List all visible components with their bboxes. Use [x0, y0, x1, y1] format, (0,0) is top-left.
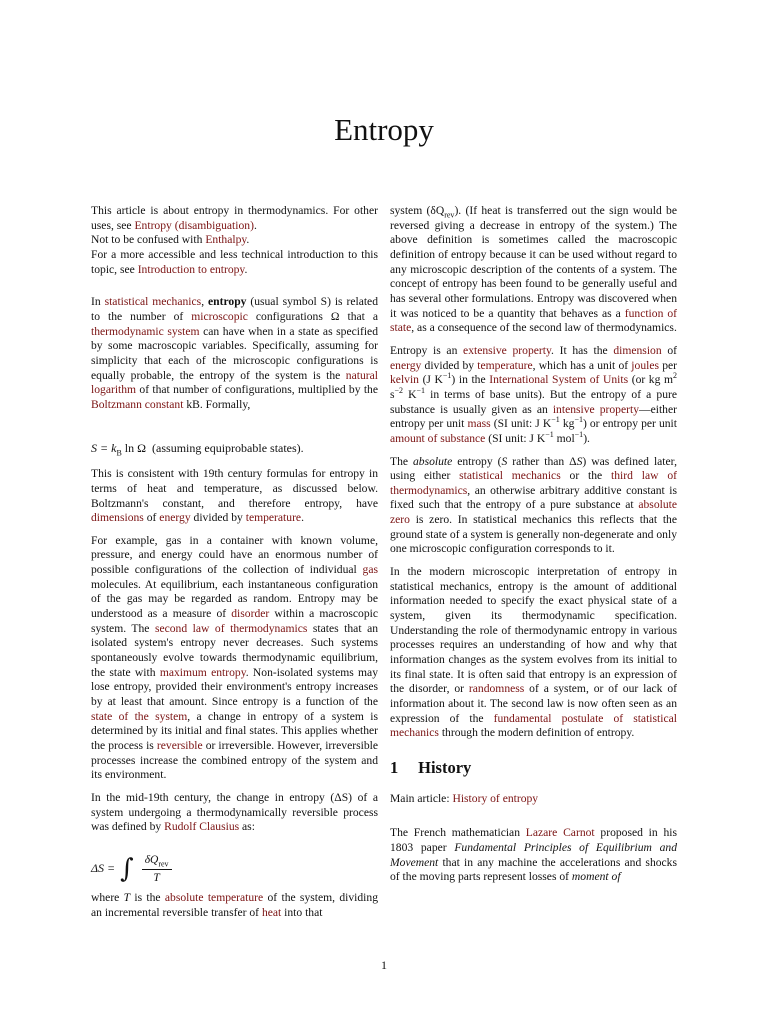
text: This is consistent with 19th century formulas for entropy in terms of heat and temperature, as discussed below. Boltzmann's constant, and therefore entropy, have	[91, 467, 378, 510]
text: ) was defined later, using either	[390, 454, 677, 483]
text: of	[661, 343, 677, 357]
spacer	[91, 421, 378, 441]
link-state-of-the-system[interactable]: state of the system	[91, 709, 188, 723]
text: as:	[239, 820, 255, 834]
left-column	[91, 204, 378, 929]
link-temperature[interactable]: temperature	[477, 358, 533, 372]
text: through the modern definition of entropy.	[438, 726, 635, 740]
text: entropy (	[452, 454, 502, 468]
main-article-note	[390, 792, 677, 807]
fraction-denominator	[142, 870, 172, 886]
text: in terms of base units). But the entropy of a pure substance is usually given as an	[390, 387, 677, 416]
text: (SI unit: J K	[490, 417, 552, 431]
link-temperature[interactable]: temperature	[245, 511, 302, 525]
link-mass[interactable]: mass	[467, 417, 491, 431]
superscript: −1	[574, 429, 584, 439]
text: configurations Ω that a	[247, 309, 378, 323]
link-thermodynamic-system[interactable]: thermodynamic system	[91, 324, 200, 338]
hatnote-line-3	[91, 248, 378, 277]
text: Main article:	[390, 791, 453, 805]
text: divided by	[190, 511, 246, 525]
text: or the	[560, 469, 612, 483]
section-heading-history	[390, 757, 677, 777]
text: In the mid-19th century, the change in entropy (ΔS) of a system undergoing a thermodynamically reversible process was defined by	[91, 790, 378, 834]
integral-sign: ∫	[120, 853, 134, 884]
superscript: −1	[574, 415, 583, 425]
equation-boltzmann	[91, 441, 378, 456]
book-title: Fundamental Principles of Equilibrium and Movement	[390, 840, 677, 869]
hatnote-text: .	[253, 218, 257, 232]
text: , as a consequence of the second law of thermodynamics.	[411, 321, 677, 335]
superscript: −2	[394, 386, 404, 396]
hatnote	[91, 204, 378, 277]
page-number: 1	[381, 958, 387, 972]
text: (SI unit: J K	[485, 431, 546, 445]
text: proposed in his 1803 paper	[390, 826, 677, 854]
text: ).	[583, 431, 590, 445]
text: . It has the	[551, 343, 614, 357]
text: is zero. In statistical mechanics this reflects that the ground state of a system is generally non-degenerate and only one microscopic configuration corresponds to it.	[390, 513, 677, 556]
text: (J K	[418, 373, 443, 387]
link-energy[interactable]: energy	[159, 511, 191, 525]
emphasis: absolute	[412, 454, 453, 468]
link-rudolf-clausius[interactable]: Rudolf Clausius	[164, 820, 240, 834]
link-international-system-of-units[interactable]: International System of Units	[489, 373, 629, 387]
link-absolute-temperature[interactable]: absolute temperature	[164, 891, 264, 905]
fraction	[142, 853, 172, 885]
hatnote-text: For a more accessible and less technical introduction to this topic, see	[91, 247, 378, 276]
text: mol	[553, 431, 575, 445]
link-history-of-entropy[interactable]: History of entropy	[452, 791, 539, 805]
link-function-of-state[interactable]: function of state	[390, 306, 677, 335]
link-fundamental-postulate[interactable]: fundamental postulate of statistical mechanics	[390, 711, 677, 740]
spacer	[91, 843, 378, 853]
fraction-numerator	[142, 853, 172, 870]
hatnote-text: .	[244, 262, 248, 276]
text: . Non-isolated systems may lose entropy, provided their environment's entropy increases by at least that amount. Since entropy is a function of the	[91, 665, 378, 709]
equation-lhs: S = k	[91, 440, 117, 455]
text: within a macroscopic system. The	[91, 607, 378, 635]
link-entropy-disambiguation[interactable]: Entropy (disambiguation)	[134, 218, 254, 232]
link-amount-of-substance[interactable]: amount of substance	[390, 431, 486, 445]
link-kelvin[interactable]: kelvin	[390, 373, 419, 387]
text: s	[390, 387, 395, 401]
text: (or kg m	[628, 373, 674, 387]
text: , which has a unit of	[532, 358, 632, 372]
link-statistical-mechanics[interactable]: statistical mechanics	[459, 469, 561, 483]
link-boltzmann-constant[interactable]: Boltzmann constant	[91, 397, 184, 411]
text: In	[91, 295, 105, 309]
text: molecules. At equilibrium, each instantaneous configuration of the gas may be regarded as random. Entropy may be understood as a measure of	[91, 577, 378, 621]
link-lazare-carnot[interactable]: Lazare Carnot	[525, 826, 595, 840]
text: where	[91, 891, 124, 905]
text: For example, gas in a container with known volume, pressure, and energy could have an enormous number of possible configurations of the collection of individual	[91, 533, 378, 577]
text: In the modern microscopic interpretation of entropy in statistical mechanics, entropy is the amount of additional information needed to specify the exact physical state of a system, given its thermodynamic specification. Understanding the role of thermodynamic entropy in various processes requires an understanding of how and why that information changes as the system evolves from its initial to its final state. It is often said that entropy is an expression of the disorder, or	[390, 565, 677, 696]
superscript: −1	[442, 371, 452, 381]
link-enthalpy[interactable]: Enthalpy	[205, 233, 247, 247]
paragraph-consistency	[91, 467, 378, 526]
text: K	[403, 387, 417, 401]
link-second-law-of-thermodynamics[interactable]: second law of thermodynamics	[154, 621, 308, 635]
text: divided by	[421, 358, 478, 372]
link-extensive-property[interactable]: extensive property	[463, 343, 552, 357]
text: ) or entropy per unit	[582, 417, 678, 431]
text: kB. Formally,	[183, 397, 251, 411]
hatnote-line-2	[91, 233, 378, 248]
symbol-t: T	[123, 891, 131, 905]
text: .	[301, 511, 304, 525]
text: ). (If heat is transferred out the sign would be reversed giving a decrease in entropy of the system.) The above definition is sometimes called the macroscopic definition of entropy because it can be used without regard to any microscopic description of the contents of a system. The concept of entropy has been found to be generally useful and has several other formulations. Entropy was discovered when it was noticed to be a quantity that behaves as a	[390, 204, 677, 320]
link-microscopic[interactable]: microscopic	[191, 309, 248, 323]
text: ,	[201, 295, 208, 309]
text: The	[390, 454, 413, 468]
text: is the	[130, 891, 165, 905]
text: of	[143, 511, 160, 525]
text: , a change in entropy of a system is determined by its initial and final states. This applies whether the process is	[91, 709, 378, 752]
hatnote-text: Not to be confused with	[91, 233, 206, 247]
link-dimensions[interactable]: dimensions	[91, 511, 144, 525]
text: into that	[281, 905, 323, 919]
link-statistical-mechanics[interactable]: statistical mechanics	[104, 295, 202, 309]
link-introduction-to-entropy[interactable]: Introduction to entropy	[137, 262, 245, 276]
equation-note: (assuming equiprobable states).	[152, 440, 304, 455]
text: , an otherwise arbitrary additive constant is fixed such that the entropy of a pure substance at	[390, 483, 677, 512]
link-randomness[interactable]: randomness	[468, 682, 525, 696]
text: can have when in a state as specified by some macroscopic variables. Specifically, assuming for simplicity that each of the microscopic configurations is equally probable, the entropy of the system is the	[91, 324, 378, 382]
paragraph-example-gas	[91, 534, 378, 783]
symbol-s: S	[576, 454, 583, 468]
link-heat[interactable]: heat	[261, 905, 282, 919]
link-disorder[interactable]: disorder	[231, 607, 270, 621]
right-column	[390, 204, 677, 893]
text: of a system, or of our lack of information about it. The second law is now often seen as an expression of the	[390, 682, 677, 725]
link-joules[interactable]: joules	[631, 358, 659, 372]
hatnote-text: This article is about entropy in thermodynamics. For other uses, see	[91, 204, 378, 232]
term-entropy: entropy	[208, 295, 247, 309]
numerator-subscript: rev	[158, 859, 169, 869]
equation-subscript: B	[116, 447, 122, 457]
text: of the system, dividing an incremental reversible transfer of	[91, 891, 378, 919]
text: system (δQ	[390, 204, 445, 217]
link-dimension[interactable]: dimension	[613, 343, 662, 357]
hatnote-line-1	[91, 204, 378, 233]
superscript: 2	[673, 371, 678, 381]
paragraph-where-t	[91, 891, 378, 920]
link-energy[interactable]: energy	[390, 358, 422, 372]
equation-rhs: ln Ω	[121, 440, 147, 455]
text: ) in the	[451, 373, 490, 387]
text: (usual symbol S) is related to the number of	[91, 295, 379, 323]
paragraph-carnot	[390, 826, 677, 885]
text: per	[659, 358, 677, 372]
paragraph-definition	[91, 295, 378, 412]
text: rather than Δ	[507, 454, 577, 468]
paragraph-macroscopic-definition	[390, 204, 677, 336]
link-intensive-property[interactable]: intensive property	[552, 402, 639, 416]
paragraph-microscopic-interpretation	[390, 565, 677, 741]
superscript: −1	[551, 415, 560, 425]
text: The French mathematician	[390, 826, 526, 840]
paragraph-absolute-entropy	[390, 455, 677, 558]
text: or irreversible. However, irreversible processes increase the combined entropy of the system and its environment.	[91, 739, 378, 782]
text: states that an isolated system's entropy never decreases. Such systems spontaneously evolve towards thermodynamic equilibrium, the state with	[91, 621, 379, 679]
symbol-s: S	[501, 454, 508, 468]
link-maximum-entropy[interactable]: maximum entropy	[159, 665, 246, 679]
text: kg	[559, 417, 575, 431]
hatnote-text: .	[246, 233, 250, 247]
text: —either entropy per unit	[390, 402, 677, 431]
equation-clausius	[91, 853, 378, 885]
superscript: −1	[545, 429, 554, 439]
paragraph-units	[390, 344, 677, 447]
section-number: 1	[390, 757, 399, 777]
emphasis: moment of	[571, 870, 621, 884]
equation-lhs: ΔS =	[91, 860, 119, 875]
text: of that number of configurations, multiplied by the	[136, 383, 378, 397]
page-title: Entropy	[334, 112, 434, 147]
denominator-text: T	[153, 871, 160, 884]
link-natural-logarithm[interactable]: natural logarithm	[91, 368, 378, 397]
link-gas[interactable]: gas	[362, 563, 378, 577]
text: that in any machine the accelerations and shocks of the moving parts represent losses of	[390, 855, 677, 884]
link-absolute-zero[interactable]: absolute zero	[390, 498, 677, 527]
section-title: History	[418, 757, 472, 777]
subscript: rev	[444, 210, 455, 220]
numerator-text: δQ	[144, 853, 159, 866]
text: Entropy is an	[390, 343, 464, 357]
superscript: −1	[416, 386, 426, 396]
link-third-law-of-thermodynamics[interactable]: third law of thermodynamics	[390, 469, 677, 497]
link-reversible[interactable]: reversible	[156, 739, 203, 752]
paragraph-clausius	[91, 791, 378, 835]
